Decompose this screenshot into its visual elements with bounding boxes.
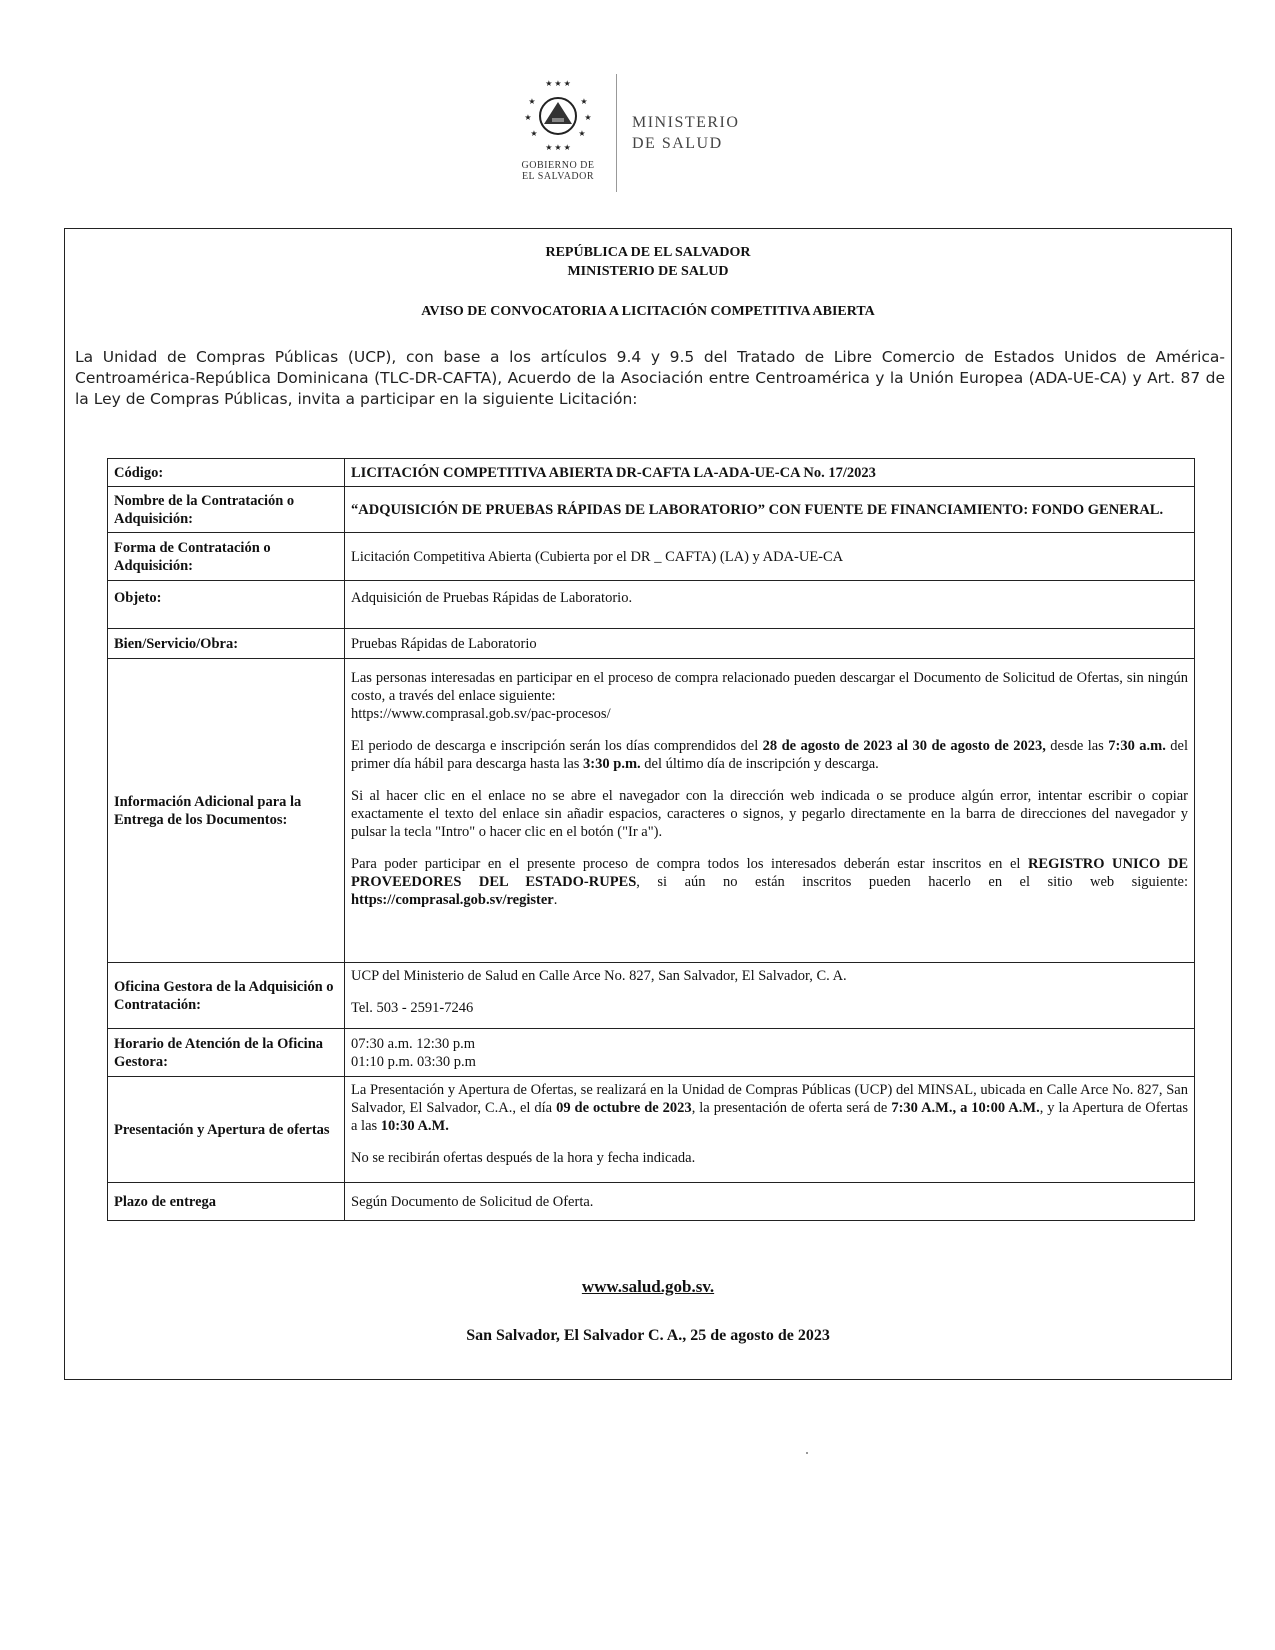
opening-time: 10:30 A.M. bbox=[380, 1118, 449, 1134]
divider bbox=[616, 74, 617, 192]
intro-paragraph: La Unidad de Compras Públicas (UCP), con base a los artículos 9.4 y 9.5 del Tratado de Libre Comercio de Estados Unidos de América-Centroamérica-República Dominicana (TLC-DR-CAFTA), Acuerdo de la Asociación entre Centroamérica y la Unión Europea (ADA-UE-CA) y Art. 87 de la Ley de Compras Públicas, invita a participar en la siguiente Licitación: bbox=[75, 348, 1225, 408]
table-row bbox=[108, 533, 1195, 581]
government-label bbox=[510, 160, 606, 182]
svg-text:★: ★ bbox=[578, 129, 586, 138]
svg-text:★: ★ bbox=[524, 113, 532, 122]
oficina-phone: Tel. 503 - 2591-7246 bbox=[351, 1000, 474, 1016]
ministry-line-1: MINISTERIO bbox=[632, 114, 740, 131]
table-row bbox=[108, 459, 1195, 487]
table-row bbox=[108, 1183, 1195, 1221]
rupes-registry: REGISTRO UNICO DE PROVEEDORES DEL ESTADO-RUPES bbox=[351, 856, 1188, 890]
presentacion-text: , la presentación de oferta será de bbox=[691, 1100, 892, 1116]
table-row bbox=[108, 659, 1195, 963]
presentacion-paragraph-1 bbox=[351, 1081, 1188, 1135]
table-row bbox=[108, 581, 1195, 629]
ministry-line-2: DE SALUD bbox=[632, 135, 723, 152]
nombre-value: “ADQUISICIÓN DE PRUEBAS RÁPIDAS DE LABORATORIO” CON FUENTE DE FINANCIAMIENTO: FONDO GENERAL. bbox=[345, 487, 1195, 533]
table-row bbox=[108, 1029, 1195, 1077]
info-paragraph-3: Si al hacer clic en el enlace no se abre el navegador con la dirección web indicada o se produce algún error, intentar escribir o copiar exactamente el texto del enlace sin añadir espacios, caracteres o signos, y pegarlo directamente en la barra de direcciones del navegador y pulsar la tecla "Intro" o hacer clic en el botón ("Ir a"). bbox=[351, 788, 1188, 840]
plazo-label: Plazo de entrega bbox=[108, 1183, 345, 1221]
letterhead bbox=[510, 74, 770, 194]
oficina-value bbox=[345, 963, 1195, 1029]
info-p4-text: . bbox=[553, 892, 558, 908]
codigo-value: LICITACIÓN COMPETITIVA ABIERTA DR-CAFTA LA-ADA-UE-CA No. 17/2023 bbox=[345, 459, 1195, 487]
info-paragraph-4 bbox=[351, 855, 1188, 909]
oficina-label: Oficina Gestora de la Adquisición o Contratación: bbox=[108, 963, 345, 1029]
svg-text:★ ★ ★: ★ ★ ★ bbox=[545, 79, 571, 88]
oficina-address: UCP del Ministerio de Salud en Calle Arce No. 827, San Salvador, El Salvador, C. A. bbox=[351, 968, 847, 984]
info-label: Información Adicional para la Entrega de los Documentos: bbox=[108, 659, 345, 963]
info-p2-text: del último día de inscripción y descarga. bbox=[640, 756, 879, 772]
horario-afternoon: 01:10 p.m. 03:30 p.m bbox=[351, 1053, 476, 1070]
end-time: 3:30 p.m. bbox=[583, 756, 641, 772]
plazo-value: Según Documento de Solicitud de Oferta. bbox=[345, 1183, 1195, 1221]
table-row bbox=[108, 487, 1195, 533]
presentacion-text: La Presentación y Apertura de Ofertas, se realizará en la Unidad de Compras Públicas (UCP) del MINSAL, ubicada en Calle Arce No. 827, San Salvador, El Salvador, C.A., el día bbox=[351, 1082, 1188, 1116]
info-paragraph-2 bbox=[351, 737, 1188, 773]
presentation-hours: 7:30 A.M., a 10:00 A.M. bbox=[891, 1100, 1040, 1116]
pac-procesos-link[interactable]: https://www.comprasal.gob.sv/pac-procesos/ bbox=[351, 706, 611, 722]
presentacion-paragraph-2: No se recibirán ofertas después de la hora y fecha indicada. bbox=[351, 1150, 696, 1166]
register-link[interactable]: https://comprasal.gob.sv/register bbox=[351, 892, 554, 908]
horario-value bbox=[345, 1029, 1195, 1077]
svg-text:★: ★ bbox=[530, 129, 538, 138]
info-paragraph-1 bbox=[351, 669, 1188, 723]
forma-label: Forma de Contratación o Adquisición: bbox=[108, 533, 345, 581]
info-p2-text: desde las bbox=[1045, 738, 1109, 754]
objeto-value: Adquisición de Pruebas Rápidas de Laboratorio. bbox=[345, 581, 1195, 629]
info-value bbox=[345, 659, 1195, 963]
presentacion-label: Presentación y Apertura de ofertas bbox=[108, 1077, 345, 1183]
el-salvador-coat-of-arms-icon bbox=[518, 74, 598, 154]
horario-label: Horario de Atención de la Oficina Gestora: bbox=[108, 1029, 345, 1077]
place-and-date: San Salvador, El Salvador C. A., 25 de agosto de 2023 bbox=[466, 1327, 830, 1344]
table-row bbox=[108, 1077, 1195, 1183]
title-line-1: REPÚBLICA DE EL SALVADOR bbox=[545, 245, 751, 260]
svg-text:★ ★ ★: ★ ★ ★ bbox=[545, 143, 571, 152]
objeto-label: Objeto: bbox=[108, 581, 345, 629]
presentation-date: 09 de octubre de 2023 bbox=[556, 1100, 692, 1116]
svg-text:★: ★ bbox=[528, 97, 536, 106]
ministry-label bbox=[632, 112, 739, 154]
bien-label: Bien/Servicio/Obra: bbox=[108, 629, 345, 659]
notice-frame bbox=[64, 228, 1232, 1380]
svg-text:★: ★ bbox=[580, 97, 588, 106]
scan-speck bbox=[806, 1452, 808, 1454]
start-time: 7:30 a.m. bbox=[1108, 738, 1166, 754]
table-row bbox=[108, 963, 1195, 1029]
bien-value: Pruebas Rápidas de Laboratorio bbox=[345, 629, 1195, 659]
gov-line-1: GOBIERNO DE bbox=[521, 160, 595, 171]
info-p4-text: , si aún no están inscritos pueden hacerlo en el sitio web siguiente: bbox=[636, 874, 1188, 890]
table-row bbox=[108, 629, 1195, 659]
codigo-label: Código: bbox=[108, 459, 345, 487]
info-p2-text: El periodo de descarga e inscripción serán los días comprendidos del bbox=[351, 738, 763, 754]
gov-line-2: EL SALVADOR bbox=[521, 171, 595, 182]
notice-title: AVISO DE CONVOCATORIA A LICITACIÓN COMPETITIVA ABIERTA bbox=[421, 304, 875, 319]
download-period: 28 de agosto de 2023 al 30 de agosto de 2023, bbox=[762, 738, 1046, 754]
info-p1-text: Las personas interesadas en participar en el proceso de compra relacionado pueden descargar el Documento de Solicitud de Ofertas, sin ningún costo, a través del enlace siguiente: bbox=[351, 670, 1188, 704]
presentacion-text: , y la Apertura de Ofertas a las bbox=[351, 1100, 1188, 1134]
info-p2-text: del primer día hábil para descarga hasta las bbox=[351, 738, 1188, 772]
horario-morning: 07:30 a.m. 12:30 p.m bbox=[351, 1035, 476, 1052]
website-link[interactable]: www.salud.gob.sv. bbox=[581, 1277, 715, 1296]
presentacion-value bbox=[345, 1077, 1195, 1183]
nombre-label: Nombre de la Contratación o Adquisición: bbox=[108, 487, 345, 533]
tender-info-table bbox=[107, 458, 1195, 1221]
info-p4-text: Para poder participar en el presente proceso de compra todos los interesados deberán estar inscritos en el bbox=[351, 856, 1028, 872]
title-line-2: MINISTERIO DE SALUD bbox=[567, 264, 729, 279]
forma-value: Licitación Competitiva Abierta (Cubierta por el DR _ CAFTA) (LA) y ADA-UE-CA bbox=[345, 533, 1195, 581]
svg-text:★: ★ bbox=[584, 113, 592, 122]
